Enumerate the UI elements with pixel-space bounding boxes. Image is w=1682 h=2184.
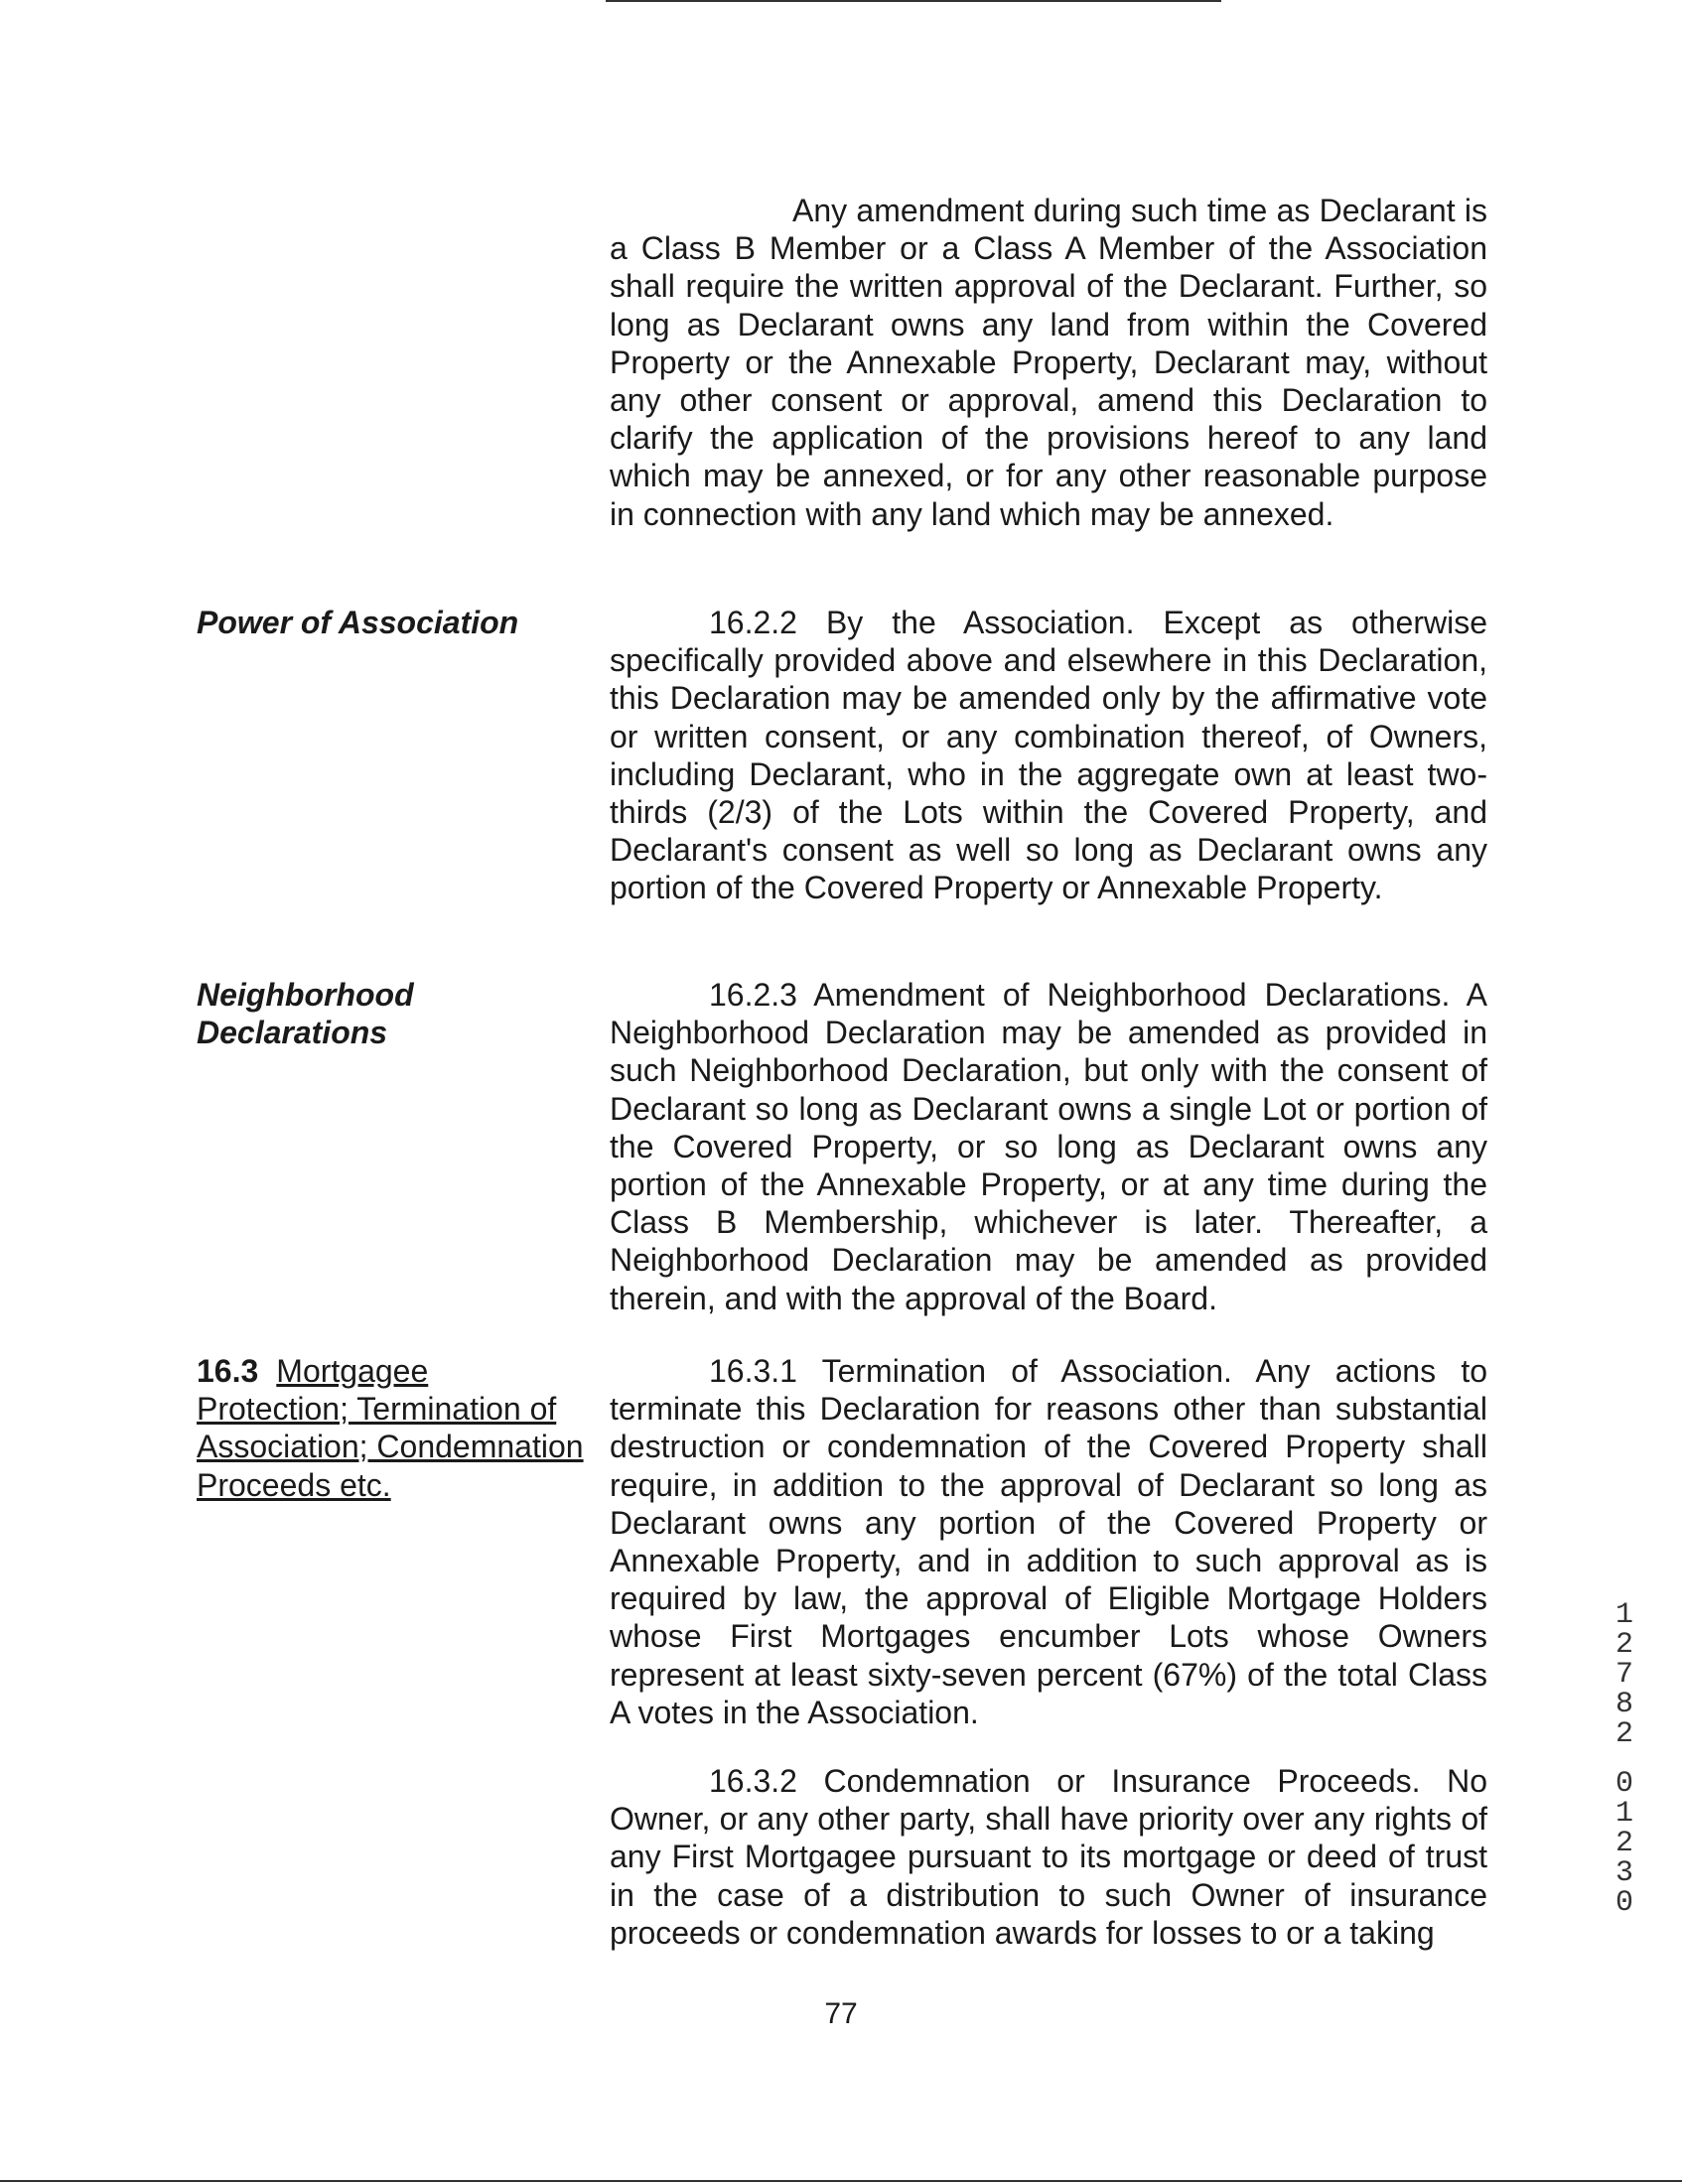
stamp-digit: 2 <box>1614 1628 1633 1662</box>
margin-heading-line-1: Neighborhood <box>197 977 414 1013</box>
margin-heading-neighborhood-declarations <box>197 976 594 1051</box>
recording-stamp-number <box>1607 1600 1642 1918</box>
paragraph-16-2-3: 16.2.3 Amendment of Neighborhood Declarations. A Neighborhood Declaration may be amended as provided in such Neighborhood Declaration, but only with the consent of Declarant so long as Declarant owns a single Lot or portion of the Covered Property, or so long as Declarant owns any portion of the Annexable Property, or at any time during the Class B Membership, whichever is later. Thereafter, a Neighborhood Declaration may be amended as provided therein, and with the approval of the Board. <box>610 977 1487 1316</box>
section-title: Mortgagee Protection; Termination of Association; Condemnation Proceeds etc. <box>197 1353 584 1503</box>
paragraph-16-3-1: 16.3.1 Termination of Association. Any actions to terminate this Declaration for reasons other than substantial destruction or condemnation of the Covered Property shall require, in addition to the approval of Declarant so long as Declarant owns any portion of the Covered Property or Annexable Property, and in addition to such approval as is required by law, the approval of Eligible Mortgage Holders whose First Mortgages encumber Lots whose Owners represent at least sixty-seven percent (67%) of the total Class A votes in the Association. <box>610 1353 1487 1730</box>
scan-edge-top <box>606 0 1221 2</box>
paragraph-16-3-2: 16.3.2 Condemnation or Insurance Proceeds. No Owner, or any other party, shall have priority over any rights of any First Mortgagee pursuant to its mortgage or deed of trust in the case of a distribution to such Owner of insurance proceeds or condemnation awards for losses to or a taking <box>610 1763 1487 1951</box>
stamp-digit: 8 <box>1614 1688 1633 1721</box>
paragraph-declarant-amendment: Any amendment during such time as Declarant is a Class B Member or a Class A Member of the Association shall require the written approval of the Declarant. Further, so long as Declarant owns any land from within the Covered Property or the Annexable Property, Declarant may, without any other consent or approval, amend this Declaration to clarify the application of the provisions hereof to any land which may be annexed, or for any other reasonable purpose in connection with any land which may be annexed. <box>610 193 1487 532</box>
stamp-digit: 2 <box>1614 1827 1633 1860</box>
stamp-digit: 0 <box>1614 1886 1633 1920</box>
section-number: 16.3 <box>197 1353 259 1389</box>
page-number: 77 <box>824 1997 858 2030</box>
section-16-3-heading <box>197 1352 584 1504</box>
paragraph-16-2-2: 16.2.2 By the Association. Except as otherwise specifically provided above and elsewhere in this Declaration, this Declaration may be amended only by the affirmative vote or written consent, or any combination thereof, of Owners, including Declarant, who in the aggregate own at least two-thirds (2/3) of the Lots within the Covered Property, and Declarant's consent as well so long as Declarant owns any portion of the Covered Property or Annexable Property. <box>610 605 1487 906</box>
margin-heading-power-of-association: Power of Association <box>197 605 519 640</box>
stamp-digit: 0 <box>1614 1767 1633 1801</box>
stamp-digit: 1 <box>1614 1797 1633 1831</box>
stamp-digit: 1 <box>1614 1598 1633 1632</box>
stamp-digit: 7 <box>1614 1658 1633 1692</box>
stamp-digit: 3 <box>1614 1856 1633 1890</box>
margin-heading-line-2: Declarations <box>197 1015 388 1051</box>
stamp-digit: 2 <box>1614 1717 1633 1751</box>
scan-edge-bottom <box>0 2180 1682 2182</box>
